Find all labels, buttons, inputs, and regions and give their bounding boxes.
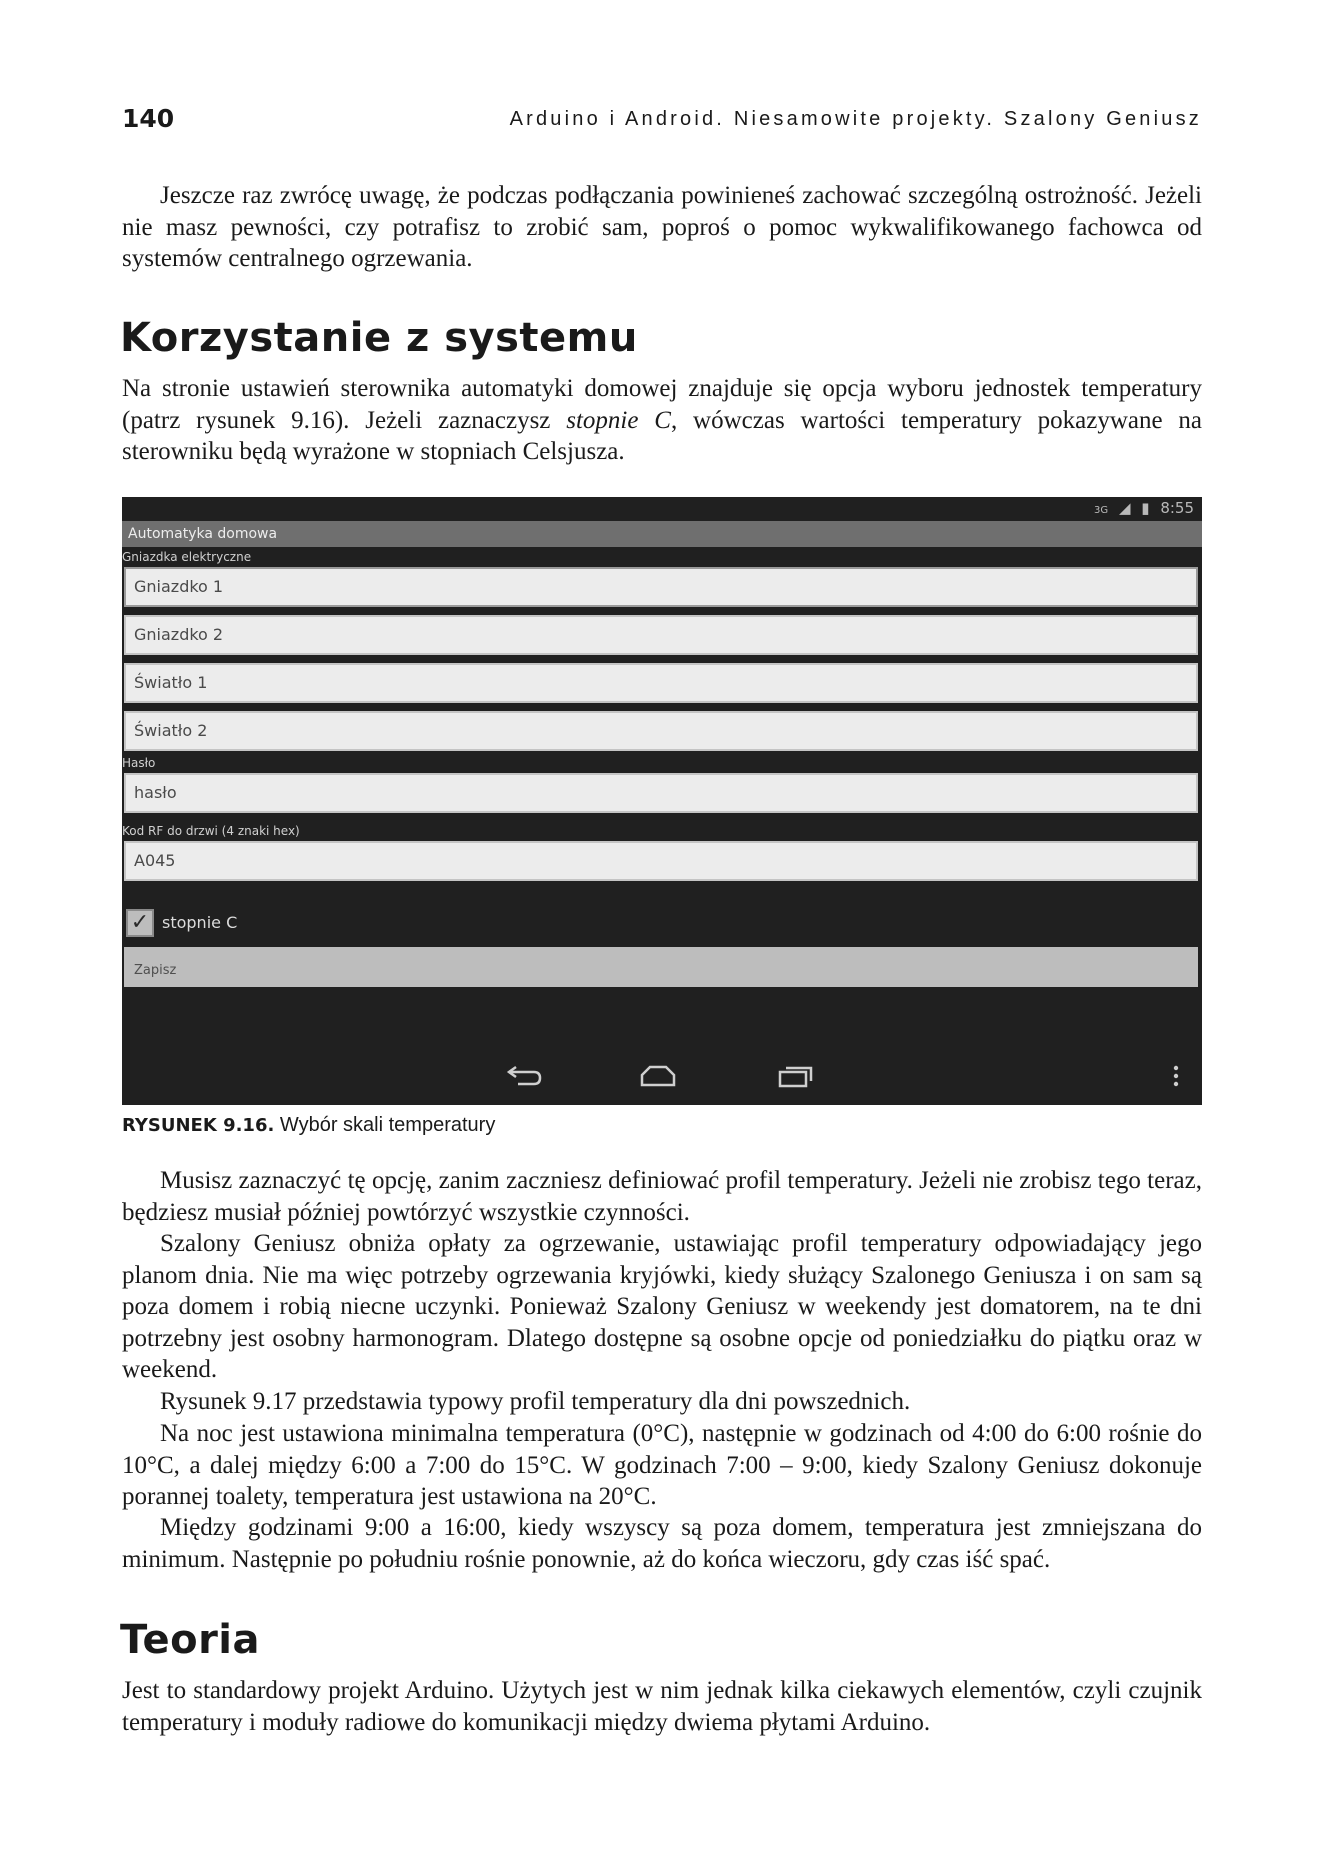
socket-2-field[interactable]: Gniazdko 2 — [124, 615, 1198, 655]
clock: 8:55 — [1160, 499, 1194, 517]
page-number: 140 — [122, 104, 175, 133]
recent-apps-icon[interactable] — [776, 1063, 816, 1089]
save-button[interactable]: Zapisz — [124, 947, 1198, 987]
back-icon[interactable] — [504, 1063, 544, 1089]
navigation-bar — [122, 1055, 1202, 1105]
section1-emphasis: stopnie C — [566, 406, 671, 434]
body-paragraph-4: Na noc jest ustawiona minimalna temperatura (0°C), następnie w godzinach od 4:00 do 6:00 rośnie do 10°C, a dalej między 6:00 a 7:00 do 15°C. W godzinach 7:00 – 9:00, kiedy Szalony Geniusz dokonuje porannej toalety, temperatura jest ustawiona na 20°C. — [122, 1420, 1202, 1510]
status-bar — [122, 497, 1202, 521]
caption-label: RYSUNEK 9.16. — [122, 1115, 275, 1136]
running-title: Arduino i Android. Niesamowite projekty. Szalony Geniusz — [509, 108, 1202, 130]
battery-icon: ▮ — [1141, 499, 1150, 517]
caption-text: Wybór skali temperatury — [274, 1114, 496, 1136]
figure-caption — [122, 1114, 495, 1137]
checkmark-icon: ✓ — [130, 910, 150, 935]
light-2-field[interactable]: Światło 2 — [124, 711, 1198, 751]
body-paragraph-2: Szalony Geniusz obniża opłaty za ogrzewanie, ustawiając profil temperatury odpowiadający jego planom dnia. Nie ma więc potrzeby ogrzewania kryjówki, kiedy służący Szalonego Geniusza i on sam są poza domem i robią niecne uczynki. Ponieważ Szalony Geniusz w weekendy jest domatorem, na te dni potrzebny jest osobny harmonogram. Dlatego dostępne są osobne opcje od poniedziałku do piątku oraz w weekend. — [122, 1230, 1202, 1383]
password-label: Hasło — [122, 756, 156, 770]
body-paragraph-1: Musisz zaznaczyć tę opcję, zanim zaczniesz definiować profil temperatury. Jeżeli nie zrobisz tego teraz, będziesz musiał później powtórzyć wszystkie czynności. — [122, 1167, 1202, 1226]
light-1-field[interactable]: Światło 1 — [124, 663, 1198, 703]
menu-icon[interactable] — [1170, 1063, 1182, 1089]
password-field[interactable]: hasło — [124, 773, 1198, 813]
status-icons — [1088, 499, 1194, 517]
section1-paragraph — [122, 373, 1202, 468]
section1-text-before: Na stronie ustawień sterownika automatyki domowej znajduje się opcja wyboru jednostek temperatury (patrz rysunek 9.16). Jeżeli zaznaczysz — [122, 375, 1202, 434]
body-paragraph-3: Rysunek 9.17 przedstawia typowy profil temperatury dla dni powszednich. — [160, 1388, 911, 1415]
socket-1-field[interactable]: Gniazdko 1 — [124, 567, 1198, 607]
sockets-section-label: Gniazdka elektryczne — [122, 550, 252, 564]
section1-text-after: , wówczas wartości temperatury pokazywane na sterowniku będą wyrażone w stopniach Celsjusza. — [122, 406, 1202, 465]
section-heading-korzystanie: Korzystanie z systemu — [120, 315, 638, 361]
celsius-checkbox[interactable] — [126, 909, 154, 937]
app-title-bar: Automatyka domowa — [122, 521, 1202, 547]
section2-paragraph: Jest to standardowy projekt Arduino. Użytych jest w nim jednak kilka ciekawych elementów, czyli czujnik temperatury i moduły radiowe do komunikacji między dwiema płytami Arduino. — [122, 1677, 1202, 1736]
rf-code-field[interactable]: A045 — [124, 841, 1198, 881]
figure-settings-screenshot — [122, 497, 1202, 1105]
page-header — [122, 104, 1202, 138]
home-icon[interactable] — [638, 1063, 678, 1089]
celsius-checkbox-row[interactable] — [124, 905, 424, 943]
section-heading-teoria: Teoria — [120, 1617, 261, 1663]
network-indicator: 3G — [1094, 505, 1109, 516]
rf-code-label: Kod RF do drzwi (4 znaki hex) — [122, 824, 300, 838]
body-paragraph-5: Między godzinami 9:00 a 16:00, kiedy wszyscy są poza domem, temperatura jest zmniejszana do minimum. Następnie po południu rośnie ponownie, aż do końca wieczoru, gdy czas iść spać. — [122, 1514, 1202, 1573]
intro-paragraph: Jeszcze raz zwrócę uwagę, że podczas podłączania powinieneś zachować szczególną ostrożność. Jeżeli nie masz pewności, czy potrafisz to zrobić sam, poproś o pomoc wykwalifikowanego fachowca od systemów centralnego ogrzewania. — [122, 182, 1202, 272]
celsius-checkbox-label: stopnie C — [162, 913, 238, 932]
signal-icon: ◢ — [1118, 499, 1131, 517]
